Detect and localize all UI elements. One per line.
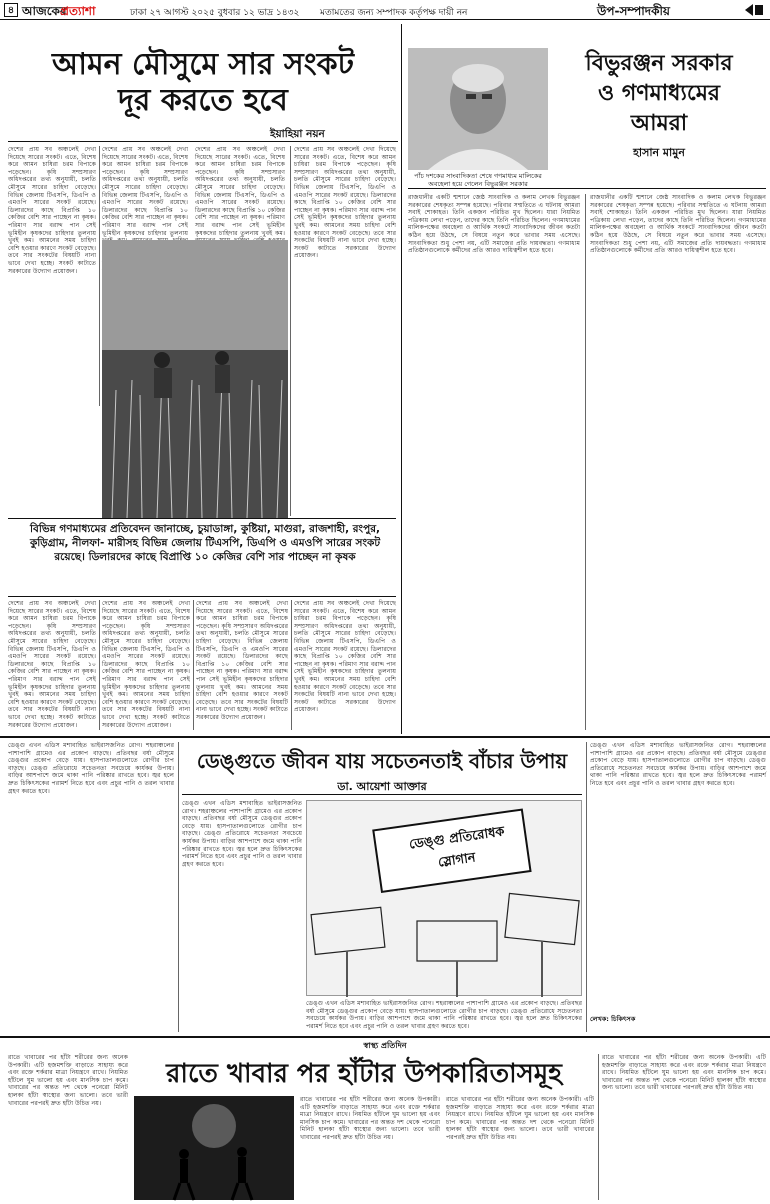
article4-body-col3: রাতে খাবারের পর হাঁটা শরীরের জন্য অনেক উপকারী। এটি হজমশক্তি বাড়াতে সাহায্য করে এবং রক্তে শর্করার মাত্রা নিয়ন্ত্রণে রাখে। নিয়মিত হাঁটলে ঘুম ভালো হয় এবং মানসিক চাপ কমে। খাবারের পর অন্তত দশ থেকে পনেরো মিনিট হালকা হাঁটা স্বাস্থ্যের জন্য ভালো। তবে ভারী খাবারের পরপরই দ্রুত হাঁটা উচিত নয়।	[446, 1096, 594, 1141]
paddy-field-photo	[102, 240, 288, 518]
portrait-image	[408, 48, 548, 170]
bibhuranjan-portrait-photo	[408, 48, 548, 170]
article1-body-col5: দেশের প্রায় সব অঞ্চলেই দেখা দিয়েছে সারের সংকট। এতে, বিশেষ করে আমন চাষিরা চরম বিপাকে পড়েছেন। কৃষি সম্প্রসারণ অধিদপ্তরের তথ্য অনুযায়ী, চলতি মৌসুমে সারের চাহিদা বেড়েছে। বিভিন্ন জেলায় টিএসপি, ডিএপি ও এমওপি সারের সংকট রয়েছে। ডিলারদের কাছে বিপ্রাপ্তি ১০ কেজির বেশি সার পাচ্ছেন না কৃষক। পরিমাণ সার বরাদ্দ পান সেই ভূমিহীন কৃষকদের চাহিদার তুলনায় খুবই কম। আমনের সময় চাহিদা বেশি হওয়ার কারণে সংকট বেড়েছে। তবে সার সংকটের বিষয়টি নানা ভাবে দেখা হচ্ছে। সংকট কাটাতে সরকারের উদ্যোগ প্রয়োজন।	[8, 600, 96, 729]
column-rule	[291, 600, 292, 730]
article1-body-col4: দেশের প্রায় সব অঞ্চলেই দেখা দিয়েছে সারের সংকট। এতে, বিশেষ করে আমন চাষিরা চরম বিপাকে পড়েছেন। কৃষি সম্প্রসারণ অধিদপ্তরের তথ্য অনুযায়ী, চলতি মৌসুমে সারের চাহিদা বেড়েছে। বিভিন্ন জেলায় টিএসপি, ডিএপি ও এমওপি সারের সংকট রয়েছে। ডিলারদের কাছে বিপ্রাপ্তি ১০ কেজির বেশি সার পাচ্ছেন না কৃষক। পরিমাণ সার বরাদ্দ পান সেই ভূমিহীন কৃষকদের চাহিদার তুলনায় খুবই কম। আমনের সময় চাহিদা বেশি হওয়ার কারণে সংকট বেড়েছে। তবে সার সংকটের বিষয়টি নানা ভাবে দেখা হচ্ছে। সংকট কাটাতে সরকারের উদ্যোগ প্রয়োজন।	[294, 146, 396, 260]
article3-body-col4: ডেঙ্গু এখন এডিস মশাবাহিত ভাইরাসজনিত রোগ। শহরাঞ্চলের পাশাপাশি গ্রামেও এর প্রকোপ বাড়ছে। প্রতিবছর বর্ষা মৌসুমে ডেঙ্গুর প্রকোপ বেড়ে যায়। হাসপাতালগুলোতে রোগীর চাপ বাড়ছে। ডেঙ্গু প্রতিরোধে সচেতনতা সবচেয়ে কার্যকর উপায়। বাড়ির আশপাশে জমে থাকা পানি পরিষ্কার রাখতে হবে। জ্বর হলে দ্রুত চিকিৎসকের পরামর্শ নিতে হবে এবং প্রচুর পানি ও তরল খাবার গ্রহণ করতে হবে।	[590, 742, 766, 787]
article2-photo-caption: পাঁচ দশকের সাংবাদিকতা শেষে গণমাধ্যম মালিকের অবহেলা হয়ে গেলেন বিভুরঞ্জন সরকার	[414, 172, 542, 188]
article4-headline: রাতে খাবার পর হাঁটার উপকারিতাসমূহ	[166, 1059, 562, 1089]
dateline: ঢাকা ২৭ আগস্ট ২০২৫ বুধবার ১২ ভাদ্র ১৪৩২	[130, 8, 300, 18]
page-number: ৪	[4, 3, 18, 17]
article1-byline: ইয়াহিয়া নয়ন	[270, 128, 325, 140]
article3-author-note: লেখক: চিকিৎসক	[590, 1015, 636, 1023]
silhouette-walkers-image	[134, 1096, 294, 1200]
article3-byline: ডা. আয়েশা আক্তার	[337, 780, 427, 793]
article3-body-col3: ডেঙ্গু এখন এডিস মশাবাহিত ভাইরাসজনিত রোগ। শহরাঞ্চলের পাশাপাশি গ্রামেও এর প্রকোপ বাড়ছে। প্রতিবছর বর্ষা মৌসুমে ডেঙ্গুর প্রকোপ বেড়ে যায়। হাসপাতালগুলোতে রোগীর চাপ বাড়ছে। ডেঙ্গু প্রতিরোধে সচেতনতা সবচেয়ে কার্যকর উপায়। বাড়ির আশপাশে জমে থাকা পানি পরিষ্কার রাখতে হবে। জ্বর হলে দ্রুত চিকিৎসকের পরামর্শ নিতে হবে এবং প্রচুর পানি ও তরল খাবার গ্রহণ করতে হবে।	[306, 1000, 582, 1030]
placard-text-line2: স্লোগান	[437, 850, 477, 871]
column-rule	[598, 1054, 599, 1200]
paddy-field-image	[102, 240, 288, 518]
article4-body-col1: রাতে খাবারের পর হাঁটা শরীরের জন্য অনেক উপকারী। এটি হজমশক্তি বাড়াতে সাহায্য করে এবং রক্তে শর্করার মাত্রা নিয়ন্ত্রণে রাখে। নিয়মিত হাঁটলে ঘুম ভালো হয় এবং মানসিক চাপ কমে। খাবারের পর অন্তত দশ থেকে পনেরো মিনিট হালকা হাঁটা স্বাস্থ্যের জন্য ভালো। তবে ভারী খাবারের পরপরই দ্রুত হাঁটা উচিত নয়।	[8, 1054, 128, 1107]
column-rule	[585, 194, 586, 730]
article2-headline-line1: বিভুরঞ্জন সরকার	[585, 51, 733, 76]
article4-body-col4: রাতে খাবারের পর হাঁটা শরীরের জন্য অনেক উপকারী। এটি হজমশক্তি বাড়াতে সাহায্য করে এবং রক্তে শর্করার মাত্রা নিয়ন্ত্রণে রাখে। নিয়মিত হাঁটলে ঘুম ভালো হয় এবং মানসিক চাপ কমে। খাবারের পর অন্তত দশ থেকে পনেরো মিনিট হালকা হাঁটা স্বাস্থ্যের জন্য ভালো। তবে ভারী খাবারের পরপরই দ্রুত হাঁটা উচিত নয়।	[602, 1054, 766, 1092]
night-walk-photo	[134, 1096, 294, 1200]
section-title: উপ-সম্পাদকীয়	[597, 4, 670, 18]
column-rule	[99, 146, 100, 406]
brand-name-part1: আজকের	[22, 4, 67, 18]
divider	[182, 794, 582, 795]
article4-section-label: স্বাস্থ্য প্রতিদিন	[363, 1041, 407, 1050]
article1-photo-caption: বিভিন্ন গণমাধ্যমের প্রতিবেদন জানাচ্ছে, চুয়াডাঙ্গা, কুষ্টিয়া, মাগুরা, রাজশাহী, রংপুর, কুড়িগ্রাম, নীলফা- মারীসহ বিভিন্ন জেলায় টিএসপি, ডিএপি ও এমওপি সারের সংকট রয়েছে। ডিলারদের কাছে বিপ্রাপ্তি ১০ কেজির বেশি সার পাচ্ছেন না কৃষক	[29, 523, 381, 563]
article3-headline: ডেঙ্গুতে জীবন যায় সচেতনতাই বাঁচার উপায়	[196, 749, 568, 773]
article1-headline-line1: আমন মৌসুমে সার সংকট	[52, 47, 354, 82]
divider	[8, 518, 396, 519]
column-rule	[586, 742, 587, 1032]
placard-text-line1: ডেঙ্গু প্রতিরোধক	[408, 824, 506, 853]
article2-byline: হাসান মামুন	[633, 146, 685, 159]
column-rule	[290, 146, 291, 516]
divider	[408, 188, 766, 189]
editorial-disclaimer: মতামতের জন্য সম্পাদক কর্তৃপক্ষ দায়ী নন	[320, 8, 468, 18]
article1-body-col2: দেশের প্রায় সব অঞ্চলেই দেখা দিয়েছে সারের সংকট। এতে, বিশেষ করে আমন চাষিরা চরম বিপাকে পড়েছেন। কৃষি সম্প্রসারণ অধিদপ্তরের তথ্য অনুযায়ী, চলতি মৌসুমে সারের চাহিদা বেড়েছে। বিভিন্ন জেলায় টিএসপি, ডিএপি ও এমওপি সারের সংকট রয়েছে। ডিলারদের কাছে বিপ্রাপ্তি ১০ কেজির বেশি সার পাচ্ছেন না কৃষক। পরিমাণ সার বরাদ্দ পান সেই ভূমিহীন কৃষকদের চাহিদার তুলনায়	[102, 146, 188, 237]
article1-headline-line2: দূর করতে হবে	[118, 83, 288, 118]
column-rule	[99, 600, 100, 730]
column-rule	[193, 600, 194, 730]
article4-body-col2: রাতে খাবারের পর হাঁটা শরীরের জন্য অনেক উপকারী। এটি হজমশক্তি বাড়াতে সাহায্য করে এবং রক্তে শর্করার মাত্রা নিয়ন্ত্রণে রাখে। নিয়মিত হাঁটলে ঘুম ভালো হয় এবং মানসিক চাপ কমে। খাবারের পর অন্তত দশ থেকে পনেরো মিনিট হালকা হাঁটা স্বাস্থ্যের জন্য ভালো। তবে ভারী খাবারের পরপরই দ্রুত হাঁটা উচিত নয়।	[300, 1096, 440, 1141]
brand-name-part2: প্রত্যাশা	[60, 4, 96, 18]
masthead	[0, 0, 770, 20]
article3-body-col2: ডেঙ্গু এখন এডিস মশাবাহিত ভাইরাসজনিত রোগ। শহরাঞ্চলের পাশাপাশি গ্রামেও এর প্রকোপ বাড়ছে। প্রতিবছর বর্ষা মৌসুমে ডেঙ্গুর প্রকোপ বেড়ে যায়। হাসপাতালগুলোতে রোগীর চাপ বাড়ছে। ডেঙ্গু প্রতিরোধে সচেতনতা সবচেয়ে কার্যকর উপায়। বাড়ির আশপাশে জমে থাকা পানি পরিষ্কার রাখতে হবে। জ্বর হলে দ্রুত চিকিৎসকের পরামর্শ নিতে হবে এবং প্রচুর পানি ও তরল খাবার গ্রহণ করতে হবে।	[182, 800, 302, 868]
section-divider	[0, 1036, 770, 1038]
article1-body-col3: দেশের প্রায় সব অঞ্চলেই দেখা দিয়েছে সারের সংকট। এতে, বিশেষ করে আমন চাষিরা চরম বিপাকে পড়েছেন। কৃষি সম্প্রসারণ অধিদপ্তরের তথ্য অনুযায়ী, চলতি মৌসুমে সারের চাহিদা বেড়েছে। বিভিন্ন জেলায় টিএসপি, ডিএপি ও এমওপি সারের সংকট রয়েছে। ডিলারদের কাছে বিপ্রাপ্তি ১০ কেজির বেশি সার পাচ্ছেন না কৃষক। পরিমাণ সার বরাদ্দ পান সেই ভূমিহীন কৃষকদের চাহিদার তুলনায় খুবই কম।	[195, 146, 285, 237]
article2-headline-line3: আমরা	[630, 111, 688, 136]
article2-headline-line2: ও গণমাধ্যমের	[597, 81, 721, 106]
section-arrow-icon	[745, 4, 763, 16]
divider	[8, 596, 396, 597]
article1-body-col1: দেশের প্রায় সব অঞ্চলেই দেখা দিয়েছে সারের সংকট। এতে, বিশেষ করে আমন চাষিরা চরম বিপাকে পড়েছেন। কৃষি সম্প্রসারণ অধিদপ্তরের তথ্য অনুযায়ী, চলতি মৌসুমে সারের চাহিদা বেড়েছে। বিভিন্ন জেলায় টিএসপি, ডিএপি ও এমওপি সারের সংকট রয়েছে। ডিলারদের কাছে বিপ্রাপ্তি ১০ কেজির বেশি সার পাচ্ছেন না কৃষক। পরিমাণ সার বরাদ্দ পান সেই ভূমিহীন কৃষকদের চাহিদার তুলনায় খুবই কম। আমনের সময় চাহিদা বেশি হওয়ার কারণে সংকট বেড়েছে। তবে সার সংকটের বিষয়টি নানা ভাবে দেখা হচ্ছে। সংকট কাটাতে সরকারের উদ্যোগ প্রয়োজন।	[8, 146, 96, 275]
article2-body-col1: রাজধানীর একটি শ্মশানে জেষ্ঠ সাংবাদিক ও কলাম লেখক বিভুরঞ্জন সরকারের শেষকৃত্য সম্পন্ন হয়েছে। পরিবার সম্মতিতে এ ঘটনায় আমরা সবাই শোকাহত। তিনি একজন পরিচিত মুখ ছিলেন। যারা নিয়মিত পত্রিকায় লেখা পড়েন, তাদের কাছে তিনি পরিচিত ছিলেন। গণমাধ্যমের মালিকপক্ষের অবহেলা ও আর্থিক সংকটে সাংবাদিকদের জীবন কতটা কঠিন হয়ে উঠছে, সে বিষয়ে নতুন করে ভাবার সময় এসেছে। সাংবাদিকতা শুধু পেশা নয়, এটি সমাজের প্রতি দায়বদ্ধতা। গণমাধ্যম প্রতিষ্ঠানগুলোকে কর্মীদের প্রতি আরও দায়িত্বশীল হতে হবে।	[408, 194, 580, 255]
section-divider	[0, 736, 770, 738]
article1-body-col7: দেশের প্রায় সব অঞ্চলেই দেখা দিয়েছে সারের সংকট। এতে, বিশেষ করে আমন চাষিরা চরম বিপাকে পড়েছেন। কৃষি সম্প্রসারণ অধিদপ্তরের তথ্য অনুযায়ী, চলতি মৌসুমে সারের চাহিদা বেড়েছে। বিভিন্ন জেলায় টিএসপি, ডিএপি ও এমওপি সারের সংকট রয়েছে। ডিলারদের কাছে বিপ্রাপ্তি ১০ কেজির বেশি সার পাচ্ছেন না কৃষক। পরিমাণ সার বরাদ্দ পান সেই ভূমিহীন কৃষকদের চাহিদার তুলনায় খুবই কম। আমনের সময় চাহিদা বেশি হওয়ার কারণে সংকট বেড়েছে। তবে সার সংকটের বিষয়টি নানা ভাবে দেখা হচ্ছে। সংকট কাটাতে সরকারের উদ্যোগ প্রয়োজন।	[196, 600, 288, 721]
article1-body-col8: দেশের প্রায় সব অঞ্চলেই দেখা দিয়েছে সারের সংকট। এতে, বিশেষ করে আমন চাষিরা চরম বিপাকে পড়েছেন। কৃষি সম্প্রসারণ অধিদপ্তরের তথ্য অনুযায়ী, চলতি মৌসুমে সারের চাহিদা বেড়েছে। বিভিন্ন জেলায় টিএসপি, ডিএপি ও এমওপি সারের সংকট রয়েছে। ডিলারদের কাছে বিপ্রাপ্তি ১০ কেজির বেশি সার পাচ্ছেন না কৃষক। পরিমাণ সার বরাদ্দ পান সেই ভূমিহীন কৃষকদের চাহিদার তুলনায় খুবই কম। আমনের সময় চাহিদা বেশি হওয়ার কারণে সংকট বেড়েছে। তবে সার সংকটের বিষয়টি নানা ভাবে দেখা হচ্ছে। সংকট কাটাতে সরকারের উদ্যোগ প্রয়োজন।	[294, 600, 396, 714]
section-divider	[401, 24, 402, 734]
article2-body-col2: রাজধানীর একটি শ্মশানে জেষ্ঠ সাংবাদিক ও কলাম লেখক বিভুরঞ্জন সরকারের শেষকৃত্য সম্পন্ন হয়েছে। পরিবার সম্মতিতে এ ঘটনায় আমরা সবাই শোকাহত। তিনি একজন পরিচিত মুখ ছিলেন। যারা নিয়মিত পত্রিকায় লেখা পড়েন, তাদের কাছে তিনি পরিচিত ছিলেন। গণমাধ্যমের মালিকপক্ষের অবহেলা ও আর্থিক সংকটে সাংবাদিকদের জীবন কতটা কঠিন হয়ে উঠছে, সে বিষয়ে নতুন করে ভাবার সময় এসেছে। সাংবাদিকতা শুধু পেশা নয়, এটি সমাজের প্রতি দায়বদ্ধতা। গণমাধ্যম প্রতিষ্ঠানগুলোকে কর্মীদের প্রতি আরও দায়িত্বশীল হতে হবে।	[590, 194, 766, 255]
dengue-rally-illustration	[306, 800, 582, 996]
article1-body-col6: দেশের প্রায় সব অঞ্চলেই দেখা দিয়েছে সারের সংকট। এতে, বিশেষ করে আমন চাষিরা চরম বিপাকে পড়েছেন। কৃষি সম্প্রসারণ অধিদপ্তরের তথ্য অনুযায়ী, চলতি মৌসুমে সারের চাহিদা বেড়েছে। বিভিন্ন জেলায় টিএসপি, ডিএপি ও এমওপি সারের সংকট রয়েছে। ডিলারদের কাছে বিপ্রাপ্তি ১০ কেজির বেশি সার পাচ্ছেন না কৃষক। পরিমাণ সার বরাদ্দ পান সেই ভূমিহীন কৃষকদের চাহিদার তুলনায় খুবই কম। আমনের সময় চাহিদা বেশি হওয়ার কারণে সংকট বেড়েছে। তবে সার সংকটের বিষয়টি নানা ভাবে দেখা হচ্ছে। সংকট কাটাতে সরকারের উদ্যোগ প্রয়োজন।	[102, 600, 190, 729]
column-rule	[178, 742, 179, 1032]
article3-body-col1: ডেঙ্গু এখন এডিস মশাবাহিত ভাইরাসজনিত রোগ। শহরাঞ্চলের পাশাপাশি গ্রামেও এর প্রকোপ বাড়ছে। প্রতিবছর বর্ষা মৌসুমে ডেঙ্গুর প্রকোপ বেড়ে যায়। হাসপাতালগুলোতে রোগীর চাপ বাড়ছে। ডেঙ্গু প্রতিরোধে সচেতনতা সবচেয়ে কার্যকর উপায়। বাড়ির আশপাশে জমে থাকা পানি পরিষ্কার রাখতে হবে। জ্বর হলে দ্রুত চিকিৎসকের পরামর্শ নিতে হবে এবং প্রচুর পানি ও তরল খাবার গ্রহণ করতে হবে।	[8, 742, 174, 795]
divider	[8, 141, 398, 142]
